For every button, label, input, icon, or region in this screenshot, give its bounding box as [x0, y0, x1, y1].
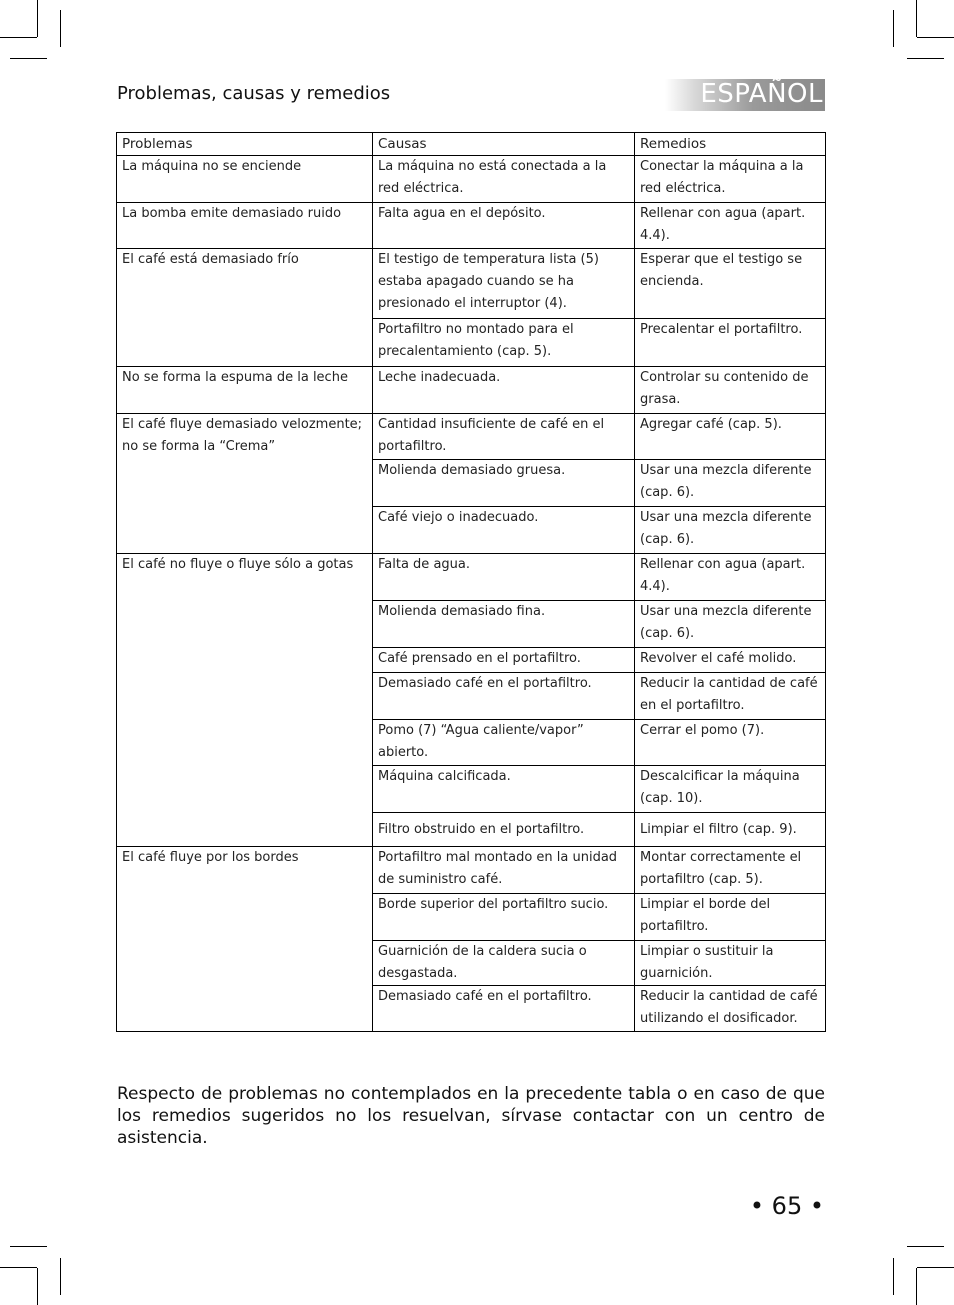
remedy-cell: Precalentar el portafiltro.: [635, 319, 826, 367]
column-header-problems: Problemas: [117, 133, 373, 156]
remedy-cell: Controlar su contenido de grasa.: [635, 367, 826, 414]
problem-cell: El café no fluye o fluye sólo a gotas: [117, 554, 373, 847]
remedy-cell: Agregar café (cap. 5).: [635, 414, 826, 460]
cause-cell: Molienda demasiado fina.: [373, 601, 635, 648]
remedy-cell: Revolver el café molido.: [635, 648, 826, 673]
crop-mark: [916, 0, 917, 37]
table-row: [117, 847, 826, 894]
crop-mark: [60, 10, 61, 47]
problem-cell: El café fluye demasiado velozmente; no se forma la “Crema”: [117, 414, 373, 554]
cause-cell: Demasiado café en el portafiltro.: [373, 986, 635, 1032]
cause-cell: Molienda demasiado gruesa.: [373, 460, 635, 507]
cause-cell: Máquina calcificada.: [373, 766, 635, 813]
cause-cell: Leche inadecuada.: [373, 367, 635, 414]
table-row: [117, 367, 826, 414]
remedy-cell: Esperar que el testigo se encienda.: [635, 249, 826, 319]
remedy-cell: Limpiar el filtro (cap. 9).: [635, 813, 826, 847]
cause-cell: Guarnición de la caldera sucia o desgastada.: [373, 941, 635, 986]
remedy-cell: Rellenar con agua (apart. 4.4).: [635, 554, 826, 601]
remedy-cell: Usar una mezcla diferente (cap. 6).: [635, 601, 826, 648]
remedy-cell: Montar correctamente el portafiltro (cap. 5).: [635, 847, 826, 894]
problem-cell: No se forma la espuma de la leche: [117, 367, 373, 414]
table-row: [117, 414, 826, 460]
cause-cell: Portafiltro mal montado en la unidad de suministro café.: [373, 847, 635, 894]
remedy-cell: Cerrar el pomo (7).: [635, 720, 826, 766]
footer-note: Respecto de problemas no contemplados en la precedente tabla o en caso de que los remedios sugeridos no los resuelvan, sírvase contactar con un centro de asistencia.: [117, 1084, 825, 1148]
cause-cell: El testigo de temperatura lista (5) estaba apagado cuando se ha presionado el interruptor (4).: [373, 249, 635, 319]
cause-cell: Pomo (7) “Agua caliente/vapor” abierto.: [373, 720, 635, 766]
problem-cell: El café está demasiado frío: [117, 249, 373, 367]
table-row: [117, 249, 826, 319]
crop-mark: [37, 1268, 38, 1305]
cause-cell: Cantidad insuficiente de café en el portafiltro.: [373, 414, 635, 460]
remedy-cell: Usar una mezcla diferente (cap. 6).: [635, 507, 826, 554]
remedy-cell: Reducir la cantidad de café utilizando el dosificador.: [635, 986, 826, 1032]
crop-mark: [0, 37, 37, 38]
crop-mark: [10, 1246, 47, 1247]
cause-cell: Falta de agua.: [373, 554, 635, 601]
cause-cell: La máquina no está conectada a la red eléctrica.: [373, 156, 635, 203]
cause-cell: Filtro obstruido en el portafiltro.: [373, 813, 635, 847]
remedy-cell: Reducir la cantidad de café en el portafiltro.: [635, 673, 826, 720]
table-row: [117, 203, 826, 249]
problem-cell: El café fluye por los bordes: [117, 847, 373, 1032]
table-header-row: [117, 133, 826, 156]
crop-mark: [893, 10, 894, 47]
crop-mark: [37, 0, 38, 37]
language-banner: [665, 79, 825, 111]
cause-cell: Borde superior del portafiltro sucio.: [373, 894, 635, 941]
remedy-cell: Limpiar o sustituir la guarnición.: [635, 941, 826, 986]
crop-mark: [893, 1258, 894, 1295]
crop-mark: [10, 58, 47, 59]
crop-mark: [916, 1268, 917, 1305]
section-title: Problemas, causas y remedios: [117, 83, 391, 104]
cause-cell: Demasiado café en el portafiltro.: [373, 673, 635, 720]
crop-mark: [60, 1258, 61, 1295]
page-number: • 65 •: [749, 1192, 824, 1220]
table-row: [117, 554, 826, 601]
crop-mark: [0, 1267, 37, 1268]
cause-cell: Café prensado en el portafiltro.: [373, 648, 635, 673]
remedy-cell: Descalcificar la máquina (cap. 10).: [635, 766, 826, 813]
table-row: [117, 156, 826, 203]
troubleshooting-table: [116, 132, 826, 1032]
column-header-remedies: Remedios: [635, 133, 826, 156]
remedy-cell: Rellenar con agua (apart. 4.4).: [635, 203, 826, 249]
language-label: ESPAÑOL: [700, 79, 823, 109]
cause-cell: Café viejo o inadecuado.: [373, 507, 635, 554]
remedy-cell: Usar una mezcla diferente (cap. 6).: [635, 460, 826, 507]
crop-mark: [917, 37, 954, 38]
remedy-cell: Conectar la máquina a la red eléctrica.: [635, 156, 826, 203]
column-header-causes: Causas: [373, 133, 635, 156]
crop-mark: [907, 58, 944, 59]
crop-mark: [917, 1267, 954, 1268]
problem-cell: La máquina no se enciende: [117, 156, 373, 203]
cause-cell: Portafiltro no montado para el precalentamiento (cap. 5).: [373, 319, 635, 367]
remedy-cell: Limpiar el borde del portafiltro.: [635, 894, 826, 941]
cause-cell: Falta agua en el depósito.: [373, 203, 635, 249]
crop-mark: [907, 1246, 944, 1247]
problem-cell: La bomba emite demasiado ruido: [117, 203, 373, 249]
